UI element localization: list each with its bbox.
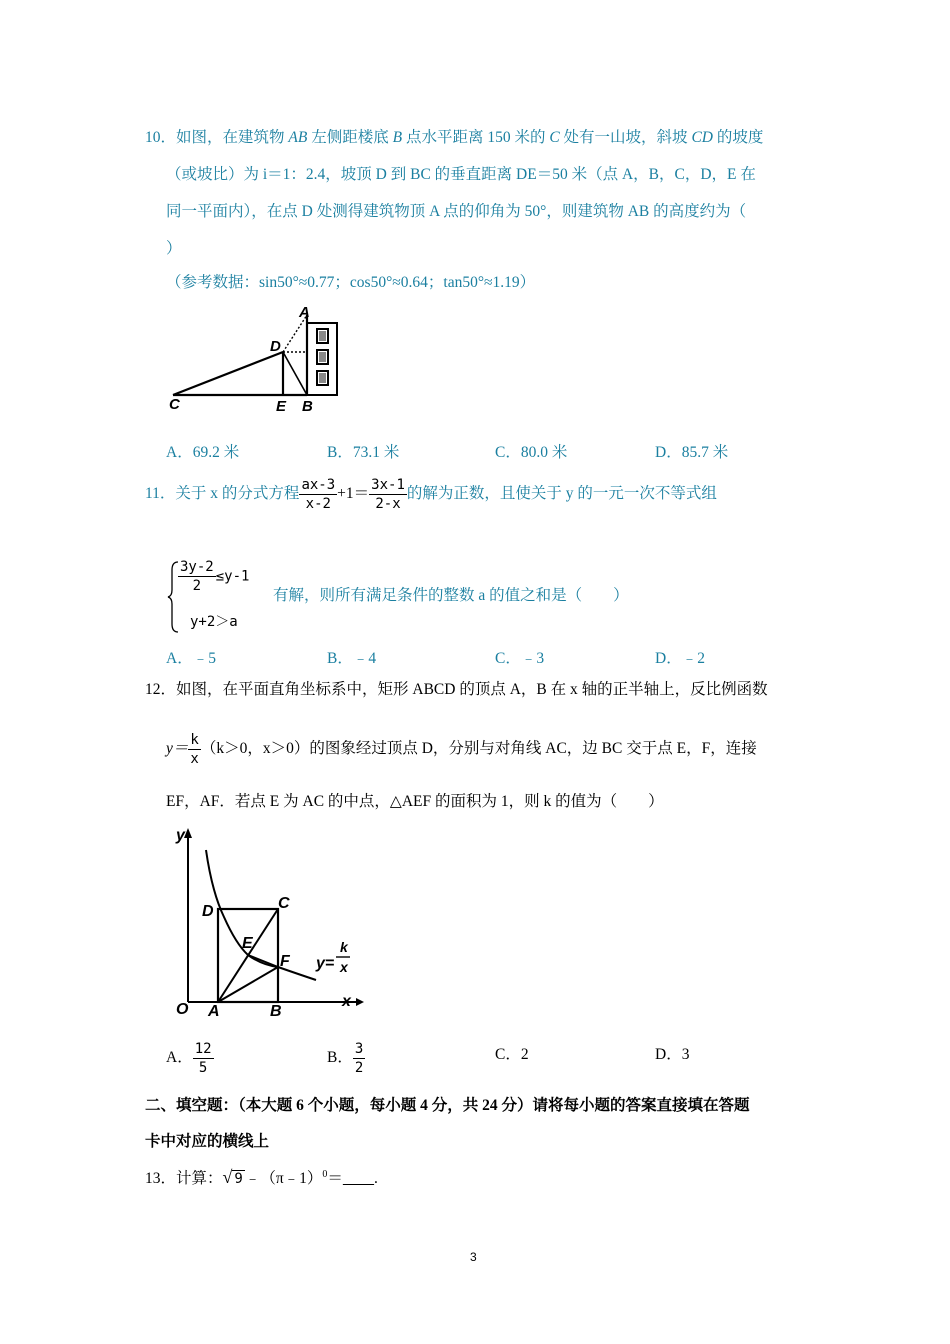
q10-window-pane (319, 331, 326, 341)
q10-label-C: C (169, 396, 180, 413)
page-number: 3 (470, 1250, 477, 1264)
q11-option-b[interactable]: B．﹣4 (327, 650, 377, 667)
q12-line2: y＝ $\frac{k}{x}$ （k＞0，x＞0）的图象经过顶点 D，分别与对角线 AC，边 BC 交于点 E，F，连接 (166, 731, 757, 767)
q12-label-A: A (208, 1003, 220, 1020)
q10-line1: 10．如图，在建筑物 AB 左侧距楼底 B 点水平距离 150 米的 C 处有一山坡，斜坡 CD 的坡度 (145, 129, 764, 146)
q10-line4: ） (166, 240, 182, 257)
q13-line: 13．计算：√ 9 ﹣（π﹣1）$^0$＝____. (145, 1167, 378, 1188)
q10-line2: （或坡比）为 i＝1：2.4，坡顶 D 到 BC 的垂直距离 DE＝50 米（点 A，B，C，D，E 在 (166, 166, 756, 183)
section-2-heading-line1: 二、填空题：（本大题 6 个小题，每小题 4 分，共 24 分）请将每小题的答案直接填在答题 (145, 1097, 750, 1114)
q12-label-C: C (278, 895, 290, 912)
q11-ineq-fraction: $\frac{3y-2}{2}$ (180, 559, 214, 594)
q11-option-c[interactable]: C．﹣3 (495, 650, 545, 667)
q10-line-CD (173, 352, 283, 395)
q11-fraction-1: $\frac{ax-3}{x-2}$ (301, 476, 336, 512)
q12-label-B: B (270, 1003, 282, 1020)
q10-option-d[interactable]: D．85.7 米 (655, 444, 729, 461)
q10-figure (165, 305, 345, 417)
q10-label-D: D (270, 338, 281, 355)
q12-line-EF (248, 955, 278, 967)
q10-window-pane (319, 352, 326, 362)
q10-label-E: E (276, 398, 287, 415)
q12-line-AF (218, 967, 278, 1002)
q12-option-b[interactable]: B． $\frac{3}{2}$ (327, 1040, 364, 1076)
q10-label-B: B (302, 398, 313, 415)
sqrt-icon: √ (222, 1167, 233, 1188)
q12-curve-label-x: x (340, 959, 348, 975)
q12-option-d[interactable]: D．3 (655, 1046, 690, 1063)
q12-line1: 12．如图，在平面直角坐标系中，矩形 ABCD 的顶点 A，B 在 x 轴的正半轴上，反比例函数 (145, 681, 768, 698)
q12-curve-label-y: y= (316, 955, 335, 972)
q11-option-a[interactable]: A．﹣5 (166, 650, 216, 667)
section-2-heading-line2: 卡中对应的横线上 (145, 1133, 270, 1150)
q10-reference-data: （参考数据：sin50°≈0.77；cos50°≈0.64；tan50°≈1.19） (166, 274, 536, 291)
q12-option-c[interactable]: C．2 (495, 1046, 529, 1063)
q12-label-E: E (242, 935, 253, 952)
q11-option-d[interactable]: D．﹣2 (655, 650, 705, 667)
q10-window-pane (319, 373, 326, 383)
q10-line-DB (283, 352, 307, 395)
q10-label-A: A (299, 305, 310, 321)
q11-inequality-2: y+2＞a (190, 614, 238, 630)
q12-label-x: x (342, 993, 351, 1010)
q11-line2: 有解，则所有满足条件的整数 a 的值之和是（ ） (273, 587, 629, 604)
q10-option-c[interactable]: C．80.0 米 (495, 444, 568, 461)
q12-x-arrow (356, 998, 364, 1006)
q10-option-a[interactable]: A．69.2 米 (166, 444, 240, 461)
q12-line3: EF，AF．若点 E 为 AC 的中点，△AEF 的面积为 1，则 k 的值为（ ） (166, 793, 664, 810)
q12-label-O: O (176, 1001, 189, 1018)
q10-option-b[interactable]: B．73.1 米 (327, 444, 400, 461)
q12-label-y: y (176, 827, 185, 844)
q10-line3: 同一平面内），在点 D 处测得建筑物顶 A 点的仰角为 50°，则建筑物 AB 的高度约为（ (166, 203, 747, 220)
q12-fraction-k-x: $\frac{k}{x}$ (190, 731, 199, 767)
q12-label-D: D (202, 903, 214, 920)
q11-line1: 11．关于 x 的分式方程 $\frac{ax-3}{x-2}$ +1＝ $\frac{3x-1}{2-x}$ 的解为正数，且使关于 y 的一元一次不等式组 (145, 476, 717, 512)
q13-answer-blank: ____ (342, 1170, 374, 1188)
q12-curve-label-k: k (340, 939, 348, 955)
q11-inequality-1: $\frac{3y-2}{2}$ ≤y-1 (180, 559, 250, 594)
q12-y-arrow (184, 828, 192, 838)
q12-label-F: F (280, 953, 290, 970)
q12-figure (168, 822, 368, 1020)
q12-option-a[interactable]: A． $\frac{12}{5}$ (166, 1040, 212, 1076)
q11-fraction-2: $\frac{3x-1}{2-x}$ (371, 476, 405, 512)
